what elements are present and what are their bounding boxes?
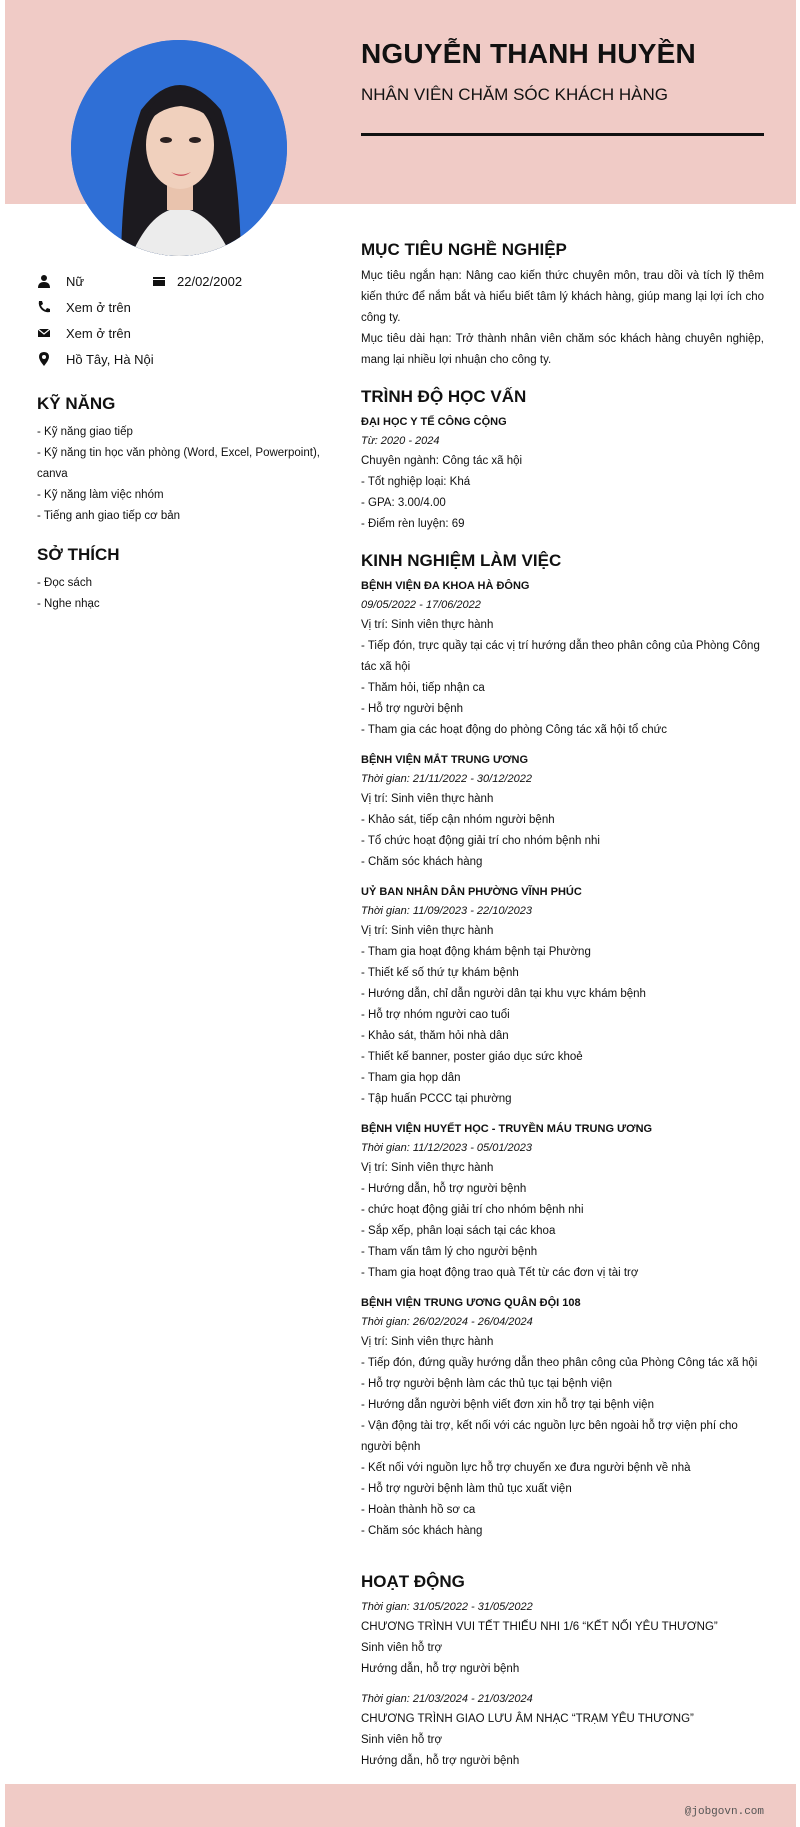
hobby-item: - Đọc sách (37, 577, 92, 589)
hobby-item: - Nghe nhạc (37, 598, 100, 610)
job-line: - Hỗ trợ người bệnh (361, 703, 464, 715)
job-line: - Hướng dẫn, hỗ trợ người bệnh (361, 1183, 527, 1195)
header-divider (361, 133, 764, 136)
job-line: - Khảo sát, tiếp cận nhóm người bệnh (361, 814, 555, 826)
job-period: Thời gian: 11/12/2023 - 05/01/2023 (361, 1142, 532, 1154)
activity-period: Thời gian: 21/03/2024 - 21/03/2024 (361, 1693, 533, 1705)
skills-title: KỸ NĂNG (37, 394, 116, 413)
job-line: - Hỗ trợ người bệnh làm thủ tục xuất viện (361, 1483, 572, 1495)
activity-period: Thời gian: 31/05/2022 - 31/05/2022 (361, 1601, 533, 1613)
contact-row-email (37, 324, 322, 350)
job-line: - Kết nối với nguồn lực hỗ trợ chuyến xe đưa người bệnh về nhà (361, 1462, 691, 1474)
job-line: - Tham gia họp dân (361, 1072, 461, 1084)
education-title: TRÌNH ĐỘ HỌC VẤN (361, 387, 527, 406)
right-column (361, 240, 764, 1788)
contact-row-phone (37, 298, 322, 324)
activity-entry (361, 1690, 764, 1772)
skill-item: - Kỹ năng làm việc nhóm (37, 489, 164, 501)
activity-entry (361, 1598, 764, 1680)
job-entry (361, 751, 764, 873)
job-line: - Tổ chức hoạt động giải trí cho nhóm bệnh nhi (361, 835, 600, 847)
experience-section (361, 551, 764, 1542)
skills-list (37, 422, 322, 527)
activity-line: Hướng dẫn, hỗ trợ người bệnh (361, 1663, 520, 1675)
experience-title: KINH NGHIỆM LÀM VIỆC (361, 551, 562, 570)
education-line: - Điểm rèn luyện: 69 (361, 518, 465, 530)
job-line: - Vận động tài trợ, kết nối với các nguồn lực bên ngoài hỗ trợ viện phí cho người bệnh (361, 1420, 738, 1453)
activity-line: Sinh viên hỗ trợ (361, 1642, 443, 1654)
person-icon (37, 274, 51, 288)
job-line: - Chăm sóc khách hàng (361, 856, 483, 868)
job-line: - Tham gia hoạt động khám bệnh tại Phường (361, 946, 591, 958)
job-line: - Thiết kế số thứ tự khám bệnh (361, 967, 519, 979)
job-period: Thời gian: 11/09/2023 - 22/10/2023 (361, 905, 532, 917)
job-line: - Hướng dẫn, chỉ dẫn người dân tại khu vực khám bệnh (361, 988, 646, 1000)
portrait-illustration (71, 40, 287, 256)
job-line: - Tiếp đón, đứng quầy hướng dẫn theo phân công của Phòng Công tác xã hội (361, 1357, 758, 1369)
candidate-name: NGUYỄN THANH HUYỀN (361, 38, 696, 69)
job-line: - Tiếp đón, trực quầy tại các vị trí hướng dẫn theo phân công của Phòng Công tác xã hội (361, 640, 760, 673)
job-org: BỆNH VIỆN MẮT TRUNG ƯƠNG (361, 754, 529, 766)
job-line: - Tham gia các hoạt động do phòng Công tác xã hội tổ chức (361, 724, 668, 736)
candidate-position: NHÂN VIÊN CHĂM SÓC KHÁCH HÀNG (361, 85, 668, 104)
location-pin-icon (37, 352, 51, 366)
objective-section (361, 240, 764, 371)
job-org: UỶ BAN NHÂN DÂN PHƯỜNG VĨNH PHÚC (361, 886, 582, 898)
job-line: - Khảo sát, thăm hỏi nhà dân (361, 1030, 509, 1042)
activity-line: CHƯƠNG TRÌNH VUI TẾT THIẾU NHI 1/6 “KẾT NỐI YÊU THƯƠNG” (361, 1621, 718, 1633)
job-entry (361, 1294, 764, 1542)
contact-row-address (37, 350, 322, 376)
skill-item: - Kỹ năng giao tiếp (37, 426, 133, 438)
mail-icon (37, 326, 51, 340)
profile-photo (71, 40, 287, 256)
job-entry (361, 883, 764, 1110)
job-line: - Hỗ trợ nhóm người cao tuổi (361, 1009, 510, 1021)
job-entry (361, 1120, 764, 1284)
contact-row-gender (37, 272, 322, 298)
hobbies-list (37, 573, 322, 615)
job-line: - chức hoạt động giải trí cho nhóm bệnh nhi (361, 1204, 584, 1216)
skill-item: - Tiếng anh giao tiếp cơ bản (37, 510, 181, 522)
activities-section (361, 1572, 764, 1772)
job-line: Vị trí: Sinh viên thực hành (361, 925, 494, 937)
job-line: - Thiết kế banner, poster giáo dục sức khoẻ (361, 1051, 583, 1063)
job-org: BỆNH VIỆN ĐA KHOA HÀ ĐÔNG (361, 580, 530, 592)
job-line: - Tập huấn PCCC tại phường (361, 1093, 512, 1105)
cv-page (5, 0, 796, 1827)
job-line: Vị trí: Sinh viên thực hành (361, 1162, 494, 1174)
footer-band (5, 1784, 796, 1827)
job-line: - Tham vấn tâm lý cho người bệnh (361, 1246, 538, 1258)
job-line: - Chăm sóc khách hàng (361, 1525, 483, 1537)
job-period: Thời gian: 21/11/2022 - 30/12/2022 (361, 773, 532, 785)
job-line: - Hướng dẫn người bệnh viết đơn xin hỗ trợ tại bệnh viện (361, 1399, 654, 1411)
job-line: - Sắp xếp, phân loại sách tại các khoa (361, 1225, 556, 1237)
activity-line: Sinh viên hỗ trợ (361, 1734, 443, 1746)
gender-value: Nữ (66, 274, 85, 289)
watermark: @jobgovn.com (684, 1806, 764, 1818)
job-org: BỆNH VIỆN HUYẾT HỌC - TRUYỀN MÁU TRUNG ƯƠNG (361, 1123, 653, 1135)
job-line: - Hỗ trợ người bệnh làm các thủ tục tại bệnh viện (361, 1378, 612, 1390)
phone-value: Xem ở trên (66, 300, 131, 315)
education-line: - GPA: 3.00/4.00 (361, 497, 446, 509)
phone-icon (37, 300, 51, 314)
job-line: - Tham gia hoạt động trao quà Tết từ các đơn vị tài trợ (361, 1267, 639, 1279)
education-line: Chuyên ngành: Công tác xã hội (361, 455, 523, 467)
email-value: Xem ở trên (66, 326, 131, 341)
education-line: - Tốt nghiệp loại: Khá (361, 476, 471, 488)
calendar-icon (152, 274, 166, 288)
school-name: ĐẠI HỌC Y TẾ CÔNG CỘNG (361, 416, 507, 428)
activities-title: HOẠT ĐỘNG (361, 1572, 465, 1591)
job-period: Thời gian: 26/02/2024 - 26/04/2024 (361, 1316, 533, 1328)
education-period: Từ: 2020 - 2024 (361, 435, 440, 447)
activity-line: CHƯƠNG TRÌNH GIAO LƯU ÂM NHẠC “TRẠM YÊU THƯƠNG” (361, 1713, 694, 1725)
objective-short: Mục tiêu ngắn hạn: Nâng cao kiến thức chuyên môn, trau dồi và tích lỹ thêm kiến thức để nắm bắt và hiểu biết tâm lý khách hàng, giúp mang lại lợi ích cho công ty. (361, 270, 764, 324)
job-line: - Thăm hỏi, tiếp nhận ca (361, 682, 485, 694)
job-line: Vị trí: Sinh viên thực hành (361, 793, 494, 805)
activity-line: Hướng dẫn, hỗ trợ người bệnh (361, 1755, 520, 1767)
job-line: - Hoàn thành hồ sơ ca (361, 1504, 476, 1516)
job-org: BỆNH VIỆN TRUNG ƯƠNG QUÂN ĐỘI 108 (361, 1297, 581, 1309)
education-section (361, 387, 764, 535)
left-column (37, 272, 322, 615)
job-period: 09/05/2022 - 17/06/2022 (361, 599, 481, 611)
birthdate-value: 22/02/2002 (177, 274, 243, 289)
address-value: Hồ Tây, Hà Nội (66, 352, 154, 367)
objective-long: Mục tiêu dài hạn: Trở thành nhân viên chăm sóc khách hàng chuyên nghiệp, mang lại nhiều lợi nhuận cho công ty. (361, 333, 764, 366)
hobbies-title: SỞ THÍCH (37, 545, 120, 564)
job-line: Vị trí: Sinh viên thực hành (361, 619, 494, 631)
objective-title: MỤC TIÊU NGHỀ NGHIỆP (361, 240, 567, 259)
job-line: Vị trí: Sinh viên thực hành (361, 1336, 494, 1348)
skill-item: - Kỹ năng tin học văn phòng (Word, Excel, Powerpoint), canva (37, 447, 320, 480)
job-entry (361, 577, 764, 741)
